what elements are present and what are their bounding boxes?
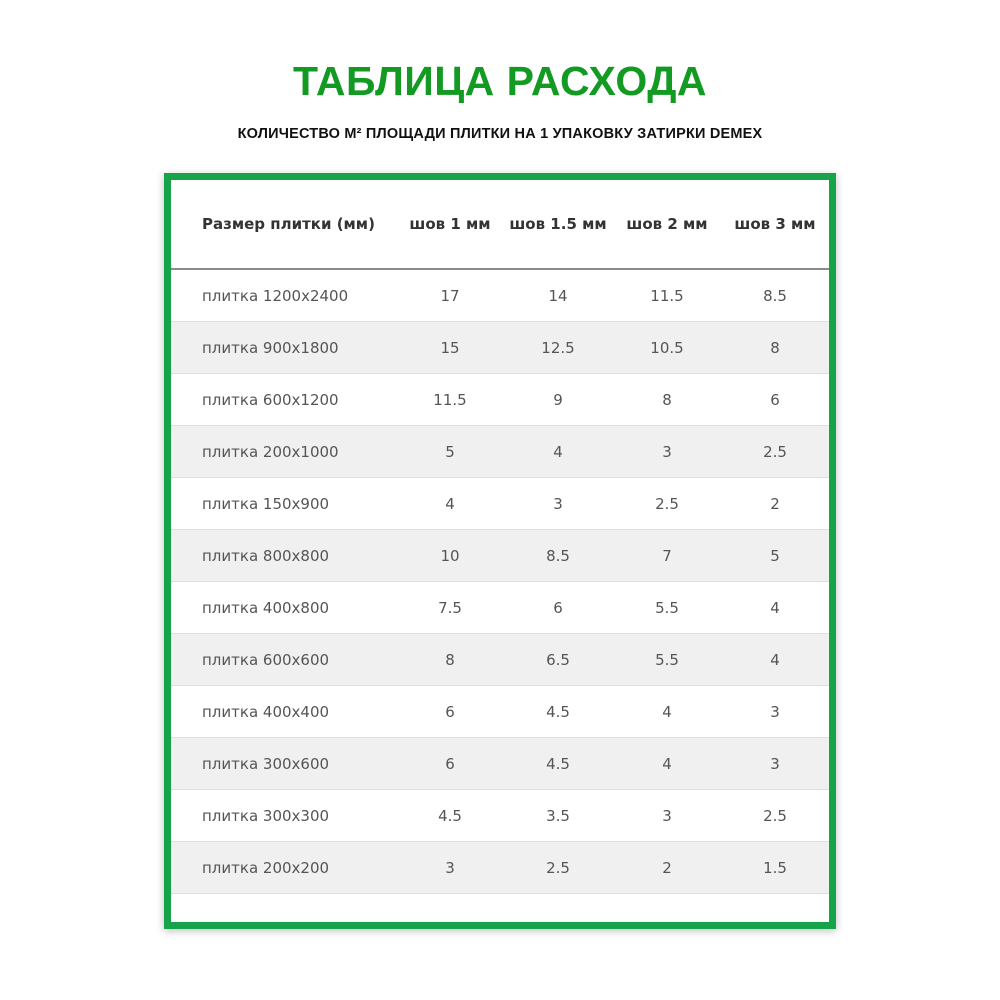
value-cell: 7.5 <box>397 582 503 634</box>
value-cell: 12.5 <box>503 322 613 374</box>
value-cell: 11.5 <box>397 374 503 426</box>
page-subtitle: КОЛИЧЕСТВО М² ПЛОЩАДИ ПЛИТКИ НА 1 УПАКОВКУ ЗАТИРКИ DEMEX <box>237 126 763 142</box>
tile-size-cell: плитка 200x1000 <box>171 426 397 478</box>
tile-size-cell: плитка 1200x2400 <box>171 269 397 322</box>
tile-size-cell: плитка 800x800 <box>171 530 397 582</box>
column-header-seam-1mm: шов 1 мм <box>397 180 503 269</box>
tile-size-cell: плитка 400x800 <box>171 582 397 634</box>
consumption-table-frame <box>164 173 836 929</box>
value-cell: 8 <box>721 322 829 374</box>
table-row <box>171 322 829 374</box>
tile-size-cell: плитка 300x300 <box>171 790 397 842</box>
value-cell: 6 <box>503 582 613 634</box>
value-cell: 6.5 <box>503 634 613 686</box>
value-cell: 3 <box>503 478 613 530</box>
tile-size-cell: плитка 600x1200 <box>171 374 397 426</box>
table-row <box>171 842 829 894</box>
value-cell: 2 <box>613 842 721 894</box>
value-cell: 4 <box>613 686 721 738</box>
value-cell: 9 <box>503 374 613 426</box>
value-cell: 17 <box>397 269 503 322</box>
value-cell: 3 <box>721 686 829 738</box>
value-cell: 4 <box>721 634 829 686</box>
table-header-row <box>171 180 829 269</box>
value-cell: 7 <box>613 530 721 582</box>
table-row <box>171 478 829 530</box>
table-row <box>171 426 829 478</box>
value-cell: 2.5 <box>503 842 613 894</box>
value-cell: 3 <box>613 426 721 478</box>
value-cell: 15 <box>397 322 503 374</box>
value-cell: 6 <box>397 686 503 738</box>
value-cell: 8.5 <box>503 530 613 582</box>
value-cell: 2.5 <box>721 790 829 842</box>
value-cell: 10 <box>397 530 503 582</box>
value-cell: 2 <box>721 478 829 530</box>
table-row <box>171 738 829 790</box>
tile-size-cell: плитка 600x600 <box>171 634 397 686</box>
table-row <box>171 374 829 426</box>
value-cell: 4 <box>613 738 721 790</box>
value-cell: 4.5 <box>397 790 503 842</box>
value-cell: 11.5 <box>613 269 721 322</box>
value-cell: 4 <box>503 426 613 478</box>
value-cell: 14 <box>503 269 613 322</box>
value-cell: 5 <box>397 426 503 478</box>
tile-size-cell: плитка 150x900 <box>171 478 397 530</box>
value-cell: 5 <box>721 530 829 582</box>
tile-size-cell: плитка 300x600 <box>171 738 397 790</box>
value-cell: 10.5 <box>613 322 721 374</box>
table-row <box>171 686 829 738</box>
page-title: ТАБЛИЦА РАСХОДА <box>292 58 708 104</box>
table-row <box>171 634 829 686</box>
value-cell: 4 <box>721 582 829 634</box>
value-cell: 5.5 <box>613 582 721 634</box>
value-cell: 6 <box>721 374 829 426</box>
value-cell: 5.5 <box>613 634 721 686</box>
value-cell: 8 <box>613 374 721 426</box>
table-row <box>171 269 829 322</box>
value-cell: 4 <box>397 478 503 530</box>
value-cell: 3 <box>613 790 721 842</box>
value-cell: 1.5 <box>721 842 829 894</box>
value-cell: 3 <box>721 738 829 790</box>
tile-size-cell: плитка 200x200 <box>171 842 397 894</box>
table-row <box>171 530 829 582</box>
tile-size-cell: плитка 900x1800 <box>171 322 397 374</box>
value-cell: 8.5 <box>721 269 829 322</box>
consumption-table <box>171 180 829 894</box>
value-cell: 4.5 <box>503 738 613 790</box>
column-header-seam-1-5mm: шов 1.5 мм <box>503 180 613 269</box>
value-cell: 2.5 <box>613 478 721 530</box>
value-cell: 4.5 <box>503 686 613 738</box>
value-cell: 2.5 <box>721 426 829 478</box>
column-header-seam-3mm: шов 3 мм <box>721 180 829 269</box>
value-cell: 3.5 <box>503 790 613 842</box>
value-cell: 6 <box>397 738 503 790</box>
table-row <box>171 582 829 634</box>
value-cell: 3 <box>397 842 503 894</box>
value-cell: 8 <box>397 634 503 686</box>
column-header-seam-2mm: шов 2 мм <box>613 180 721 269</box>
column-header-tile-size: Размер плитки (мм) <box>171 180 397 269</box>
tile-size-cell: плитка 400x400 <box>171 686 397 738</box>
table-row <box>171 790 829 842</box>
